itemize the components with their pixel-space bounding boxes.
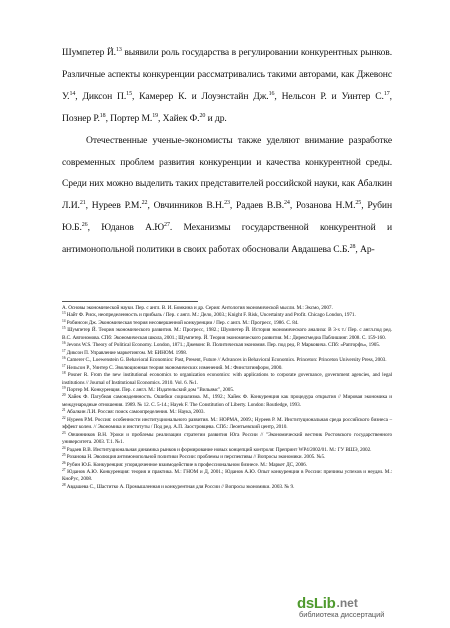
footnote: [62, 462, 392, 469]
footnote-ref[interactable]: 14: [69, 90, 76, 97]
footnote-number: 17: [62, 363, 66, 368]
footnote-text: Абалкин Л.И. Россия: поиск самоопределения. М.: Наука, 2003.: [66, 409, 205, 416]
text-run: , Камерер К. и Лоуэнстайн Дж.: [131, 90, 269, 102]
footnote-text: Нельсон Р., Уинтер С. Эволюционная теория экономических изменений. М.: Финстатинформ, 2000.: [66, 364, 283, 371]
footnote: [62, 327, 392, 342]
footnote-number: 18: [62, 371, 66, 376]
footnote: [62, 447, 392, 454]
footnote-number: 28: [62, 482, 66, 487]
text-run: Шумпетер Й.: [62, 47, 116, 58]
footnote-text: Jevons W.S. Theory of Political Economy. London, 1871.; Джевонс В. Политическая экономия. Пер. под ред. Р. Марковича. СПб: «Рапгорфъ», 1905.: [66, 342, 381, 349]
footnote-text: Портер М. Конкуренция. Пер. с англ. М.: Издательский дом "Вильямс", 2005.: [66, 386, 235, 393]
text-run: Отечественные ученые-экономисты также уделяют внимание разработке современных проблем развития конкуренции и качества конкурентной среды. Среди них можно выделить таких представителей российской науки, как Абалкин Л.И.: [62, 134, 392, 212]
footnote-number: 26: [62, 460, 66, 465]
text-run: , Нельсон Р. и Уинтер С.: [274, 90, 384, 102]
text-run: и др.: [205, 112, 227, 124]
footnote: [62, 417, 392, 432]
footnote-ref[interactable]: 17: [383, 90, 390, 97]
footnote: [62, 394, 392, 409]
footnote-ref[interactable]: 22: [141, 200, 148, 207]
footnote-ref[interactable]: 21: [79, 200, 86, 207]
footnote-text: Робинсон Дж. Экономическая теория несовершенной конкуренции / Пер. с англ. М.: Прогресс, 1986. С. 84.: [66, 319, 299, 326]
footnote-text: Авдашева С., Шаститко А. Промышленная и конкурентная для России // Вопросы экономики. 2003. № 9.: [66, 483, 295, 490]
footnote: [62, 409, 392, 416]
footnote-ref[interactable]: 18: [99, 112, 106, 119]
footnote-ref[interactable]: 24: [284, 200, 290, 207]
footnote-text: Юданов А.Ю. Конкуренция: теория и практика. М.: ГНОМ и Д, 2001.; Юданов А.Ю. Опыт конкуренции в России: причины успехов и неудач. М.: КноРус, 2008.: [62, 468, 392, 483]
text-run: , Юданов А.Ю: [87, 222, 165, 234]
footnote-number: 13: [62, 311, 66, 316]
footnote-ref[interactable]: 13: [115, 47, 122, 53]
text-run: , Портер М.: [105, 112, 153, 124]
footnote: [62, 342, 392, 349]
footnote-number: 25: [62, 453, 66, 458]
footnote-text: Диксон П. Управление маркетингом. М: БИНОМ. 1998.: [66, 349, 188, 356]
footnote-text: Овчинников В.Н. Уроки и проблемы реализации стратегии развития Юга России // "Экономический вестник Ростовского государственного университета. 2003. Т.1. №1.: [62, 431, 392, 446]
footnote-text: Найт Ф. Риск, неопределенность и прибыль / Пер. с англ. М.: Дело, 2003.; Knight F. Risk, Uncertainty and Profit. Chicago London, 1971.: [66, 312, 356, 319]
footnote-number: 15: [62, 326, 66, 331]
footnote-ref[interactable]: 15: [126, 90, 132, 97]
footnote-text: Хайек Ф. Пагубная самонадеянность. Ошибки социализма. М., 1992.; Хайек Ф. Конкуренция как процедура открытия // Мировая экономика и международные отношения. 1989. № 12. С. 5-14.; Hayek F. The Constitution of Liberty. London: Routledge, 1993.: [62, 394, 393, 408]
main-text: [62, 42, 392, 261]
footnote-number: 16: [62, 341, 66, 346]
footnote-text: Posner R. From the new institutional economics to organization economics: with applications to corporate governance, government agencies, and legal institutions // Journal of Institutional Economics. 2010. Vol. 6. №1.: [62, 372, 393, 386]
text-run: , Радаев В.В.: [229, 200, 284, 212]
footnote: [62, 365, 392, 372]
text-run: , Рубин Ю.Б.: [62, 200, 392, 234]
footnote-number: 21: [62, 408, 66, 413]
footnote-text: Шумпетер Й. Теория экономического развития. М.: Прогресс, 1982.; Шумпетер Й. История экономического анализа: В 3-х т./ Пер. с англ.под ред. В.С. Автономова. СПб: Экономическая школа, 2001.; Шумпетер. Й. Теория экономического развития. М.: Директмедиа Паблишинг. 2008. С. 159-160.: [62, 327, 392, 341]
text-run: , Хайек Ф.: [158, 112, 200, 124]
footnote: [62, 484, 392, 491]
text-run: , Нуреев Р.М.: [85, 200, 142, 212]
text-run: выявили роль государства в регулировании конкурентных рынков. Различные аспекты конкуренции рассматривались такими авторами, как Джевонс У.: [62, 47, 392, 102]
paragraph-2: [62, 130, 392, 261]
logo-main-text: dsLib: [297, 594, 336, 612]
footnote-number: 17: [62, 348, 66, 353]
paragraph-1: [62, 42, 392, 130]
text-run: , Розанова Н.М.: [289, 200, 356, 212]
dslib-watermark[interactable]: [297, 583, 437, 623]
footnote-text: А. Основы экономической науки. Пер. с англ. В. И. Бомкина и др. Серия: Антология экономической мысли. М.: Эксмо, 2007.: [62, 305, 333, 311]
footnote-number: 16: [62, 356, 66, 361]
footnote-ref[interactable]: 16: [268, 90, 275, 97]
logo-tld-text: .net: [336, 596, 358, 610]
footnote-number: 19: [62, 385, 66, 390]
footnote: [62, 454, 392, 461]
footnote-ref[interactable]: 19: [152, 112, 159, 119]
footnote-text: Нуреев Р.М. Россия: особенности институционального развития. М.: НОРМА, 2009.; Нуреев Р. М. Институциональная среда российского бизнеса – эффект колеи. // Экономика и институты / Под ред. А.П. Заостровцева. СПб.: Леонтьевский центр, 2010.: [62, 416, 392, 431]
footnote-number: 22: [62, 415, 66, 420]
footnote: [62, 432, 392, 447]
text-run: , Овчинников В.Н.: [147, 200, 225, 212]
footnote-ref[interactable]: 26: [81, 222, 88, 229]
footnote-text: Розанова Н. Эволюция антимонопольной политики России: проблемы и перспективы // Вопросы экономики. 2005. №5.: [66, 454, 326, 461]
footnote-separator: [62, 301, 198, 302]
dslib-logo: [297, 595, 358, 612]
footnote-number: 23: [62, 430, 66, 435]
footnote-ref[interactable]: 23: [224, 200, 230, 207]
footnote-number: 14: [62, 318, 66, 323]
footnote: [62, 357, 392, 364]
footnote: [62, 312, 392, 319]
text-run: . Механизмы государственной конкурентной и антимонопольной политики в своих работах обосновали Авдашева С.Б.: [62, 222, 393, 256]
footnote-ref[interactable]: 20: [199, 112, 206, 119]
footnote-text: Рубин Ю.Б. Конкуренция: упорядоченное взаимодействие в профессиональном бизнесе. М.: Маркет ДС, 2006.: [66, 461, 307, 468]
footnote-number: 20: [62, 393, 66, 398]
text-run: , Ар-: [355, 244, 375, 256]
footnote-number: 27: [62, 467, 66, 472]
text-run: , Диксон П.: [75, 90, 127, 102]
footnote-text: Радаев В.В. Институциональная динамика рынков и формирование новых концепций контроля: Препринт WP4/2002/01. М.: ГУ ВШЭ, 2002.: [66, 446, 372, 453]
footnote-ref[interactable]: 28: [349, 244, 356, 251]
footnote: [62, 469, 392, 484]
text-run: , Познер Р.: [62, 90, 392, 124]
footnote-text: Camerer C., Loewenstein G. Behavioral Economics: Past, Present, Future // Advances in Behavioral Economics. Princeton: Princeton University Press, 2003.: [66, 357, 387, 364]
footnote: [62, 372, 392, 387]
footnote-ref[interactable]: 27: [164, 222, 170, 229]
footnote-number: 24: [62, 445, 66, 450]
logo-subtitle: библиотека диссертаций: [299, 610, 385, 619]
footnote-ref[interactable]: 25: [355, 200, 362, 207]
footnotes: [62, 305, 392, 491]
